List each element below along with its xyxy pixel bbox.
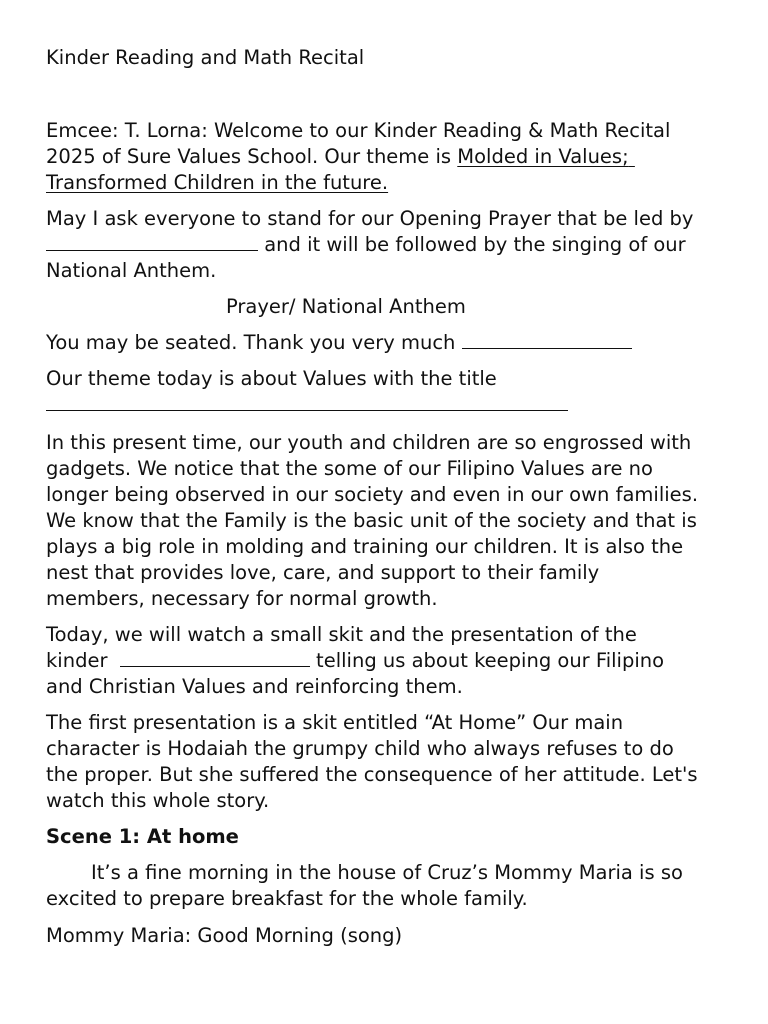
theme-text-1: Molded in Values; [457,145,629,168]
first-presentation-line-4: watch this whole story. [46,789,270,812]
present-line-2: gadgets. We notice that the some of our Filipino Values are no [46,457,653,480]
mommy-maria-line: Mommy Maria: Good Morning (song) [46,924,403,947]
theme-underline-space [629,145,635,168]
prayer-anthem-heading: Prayer/ National Anthem [226,295,466,318]
intro-line-1: Emcee: T. Lorna: Welcome to our Kinder Reading & Math Recital [46,119,671,142]
prayer-line-2 [46,232,686,258]
today-line-2-rest: telling us about keeping our Filipino [309,649,665,672]
prayer-leader-blank[interactable] [46,232,258,251]
present-line-7: members, necessary for normal growth. [46,587,438,610]
title-blank-line [46,392,568,418]
first-presentation-line-3: the proper. But she suffered the consequence of her attitude. Let's [46,763,698,786]
theme-text-2: Transformed Children in the future. [46,171,389,194]
present-line-3: longer being observed in our society and even in our own families. [46,483,699,506]
prayer-line-1: May I ask everyone to stand for our Opening Prayer that be led by [46,207,694,230]
document-title: Kinder Reading and Math Recital [46,46,365,69]
prayer-line-3: National Anthem. [46,259,217,282]
title-blank[interactable] [46,392,568,411]
present-line-1: In this present time, our youth and children are so engrossed with [46,431,692,454]
today-line-3: and Christian Values and reinforcing them. [46,675,463,698]
scene-line-2: excited to prepare breakfast for the whole family. [46,887,528,910]
present-line-5: plays a big role in molding and training our children. It is also the [46,535,684,558]
today-line-1: Today, we will watch a small skit and the presentation of the [46,623,637,646]
first-presentation-line-2: character is Hodaiah the grumpy child who always refuses to do [46,737,674,760]
first-presentation-line-1: The first presentation is a skit entitled “At Home” Our main [46,711,624,734]
intro-line-2-text: 2025 of Sure Values School. Our theme is [46,145,458,168]
present-line-4: We know that the Family is the basic unit of the society and that is [46,509,697,532]
scene-line-1: It’s a fine morning in the house of Cruz’s Mommy Maria is so [91,861,683,884]
intro-line-2 [46,144,635,170]
present-line-6: nest that provides love, care, and support to their family [46,561,600,584]
today-line-2-text: kinder [46,649,120,672]
theme-today-line: Our theme today is about Values with the title [46,367,497,390]
today-line-2 [46,648,664,674]
seated-text: You may be seated. Thank you very much [46,331,462,354]
seated-line [46,330,632,356]
thanks-blank[interactable] [462,330,632,349]
scene-heading: Scene 1: At home [46,825,239,848]
kinder-presentation-blank[interactable] [120,648,310,667]
prayer-line-2-text: and it will be followed by the singing of our [258,233,686,256]
